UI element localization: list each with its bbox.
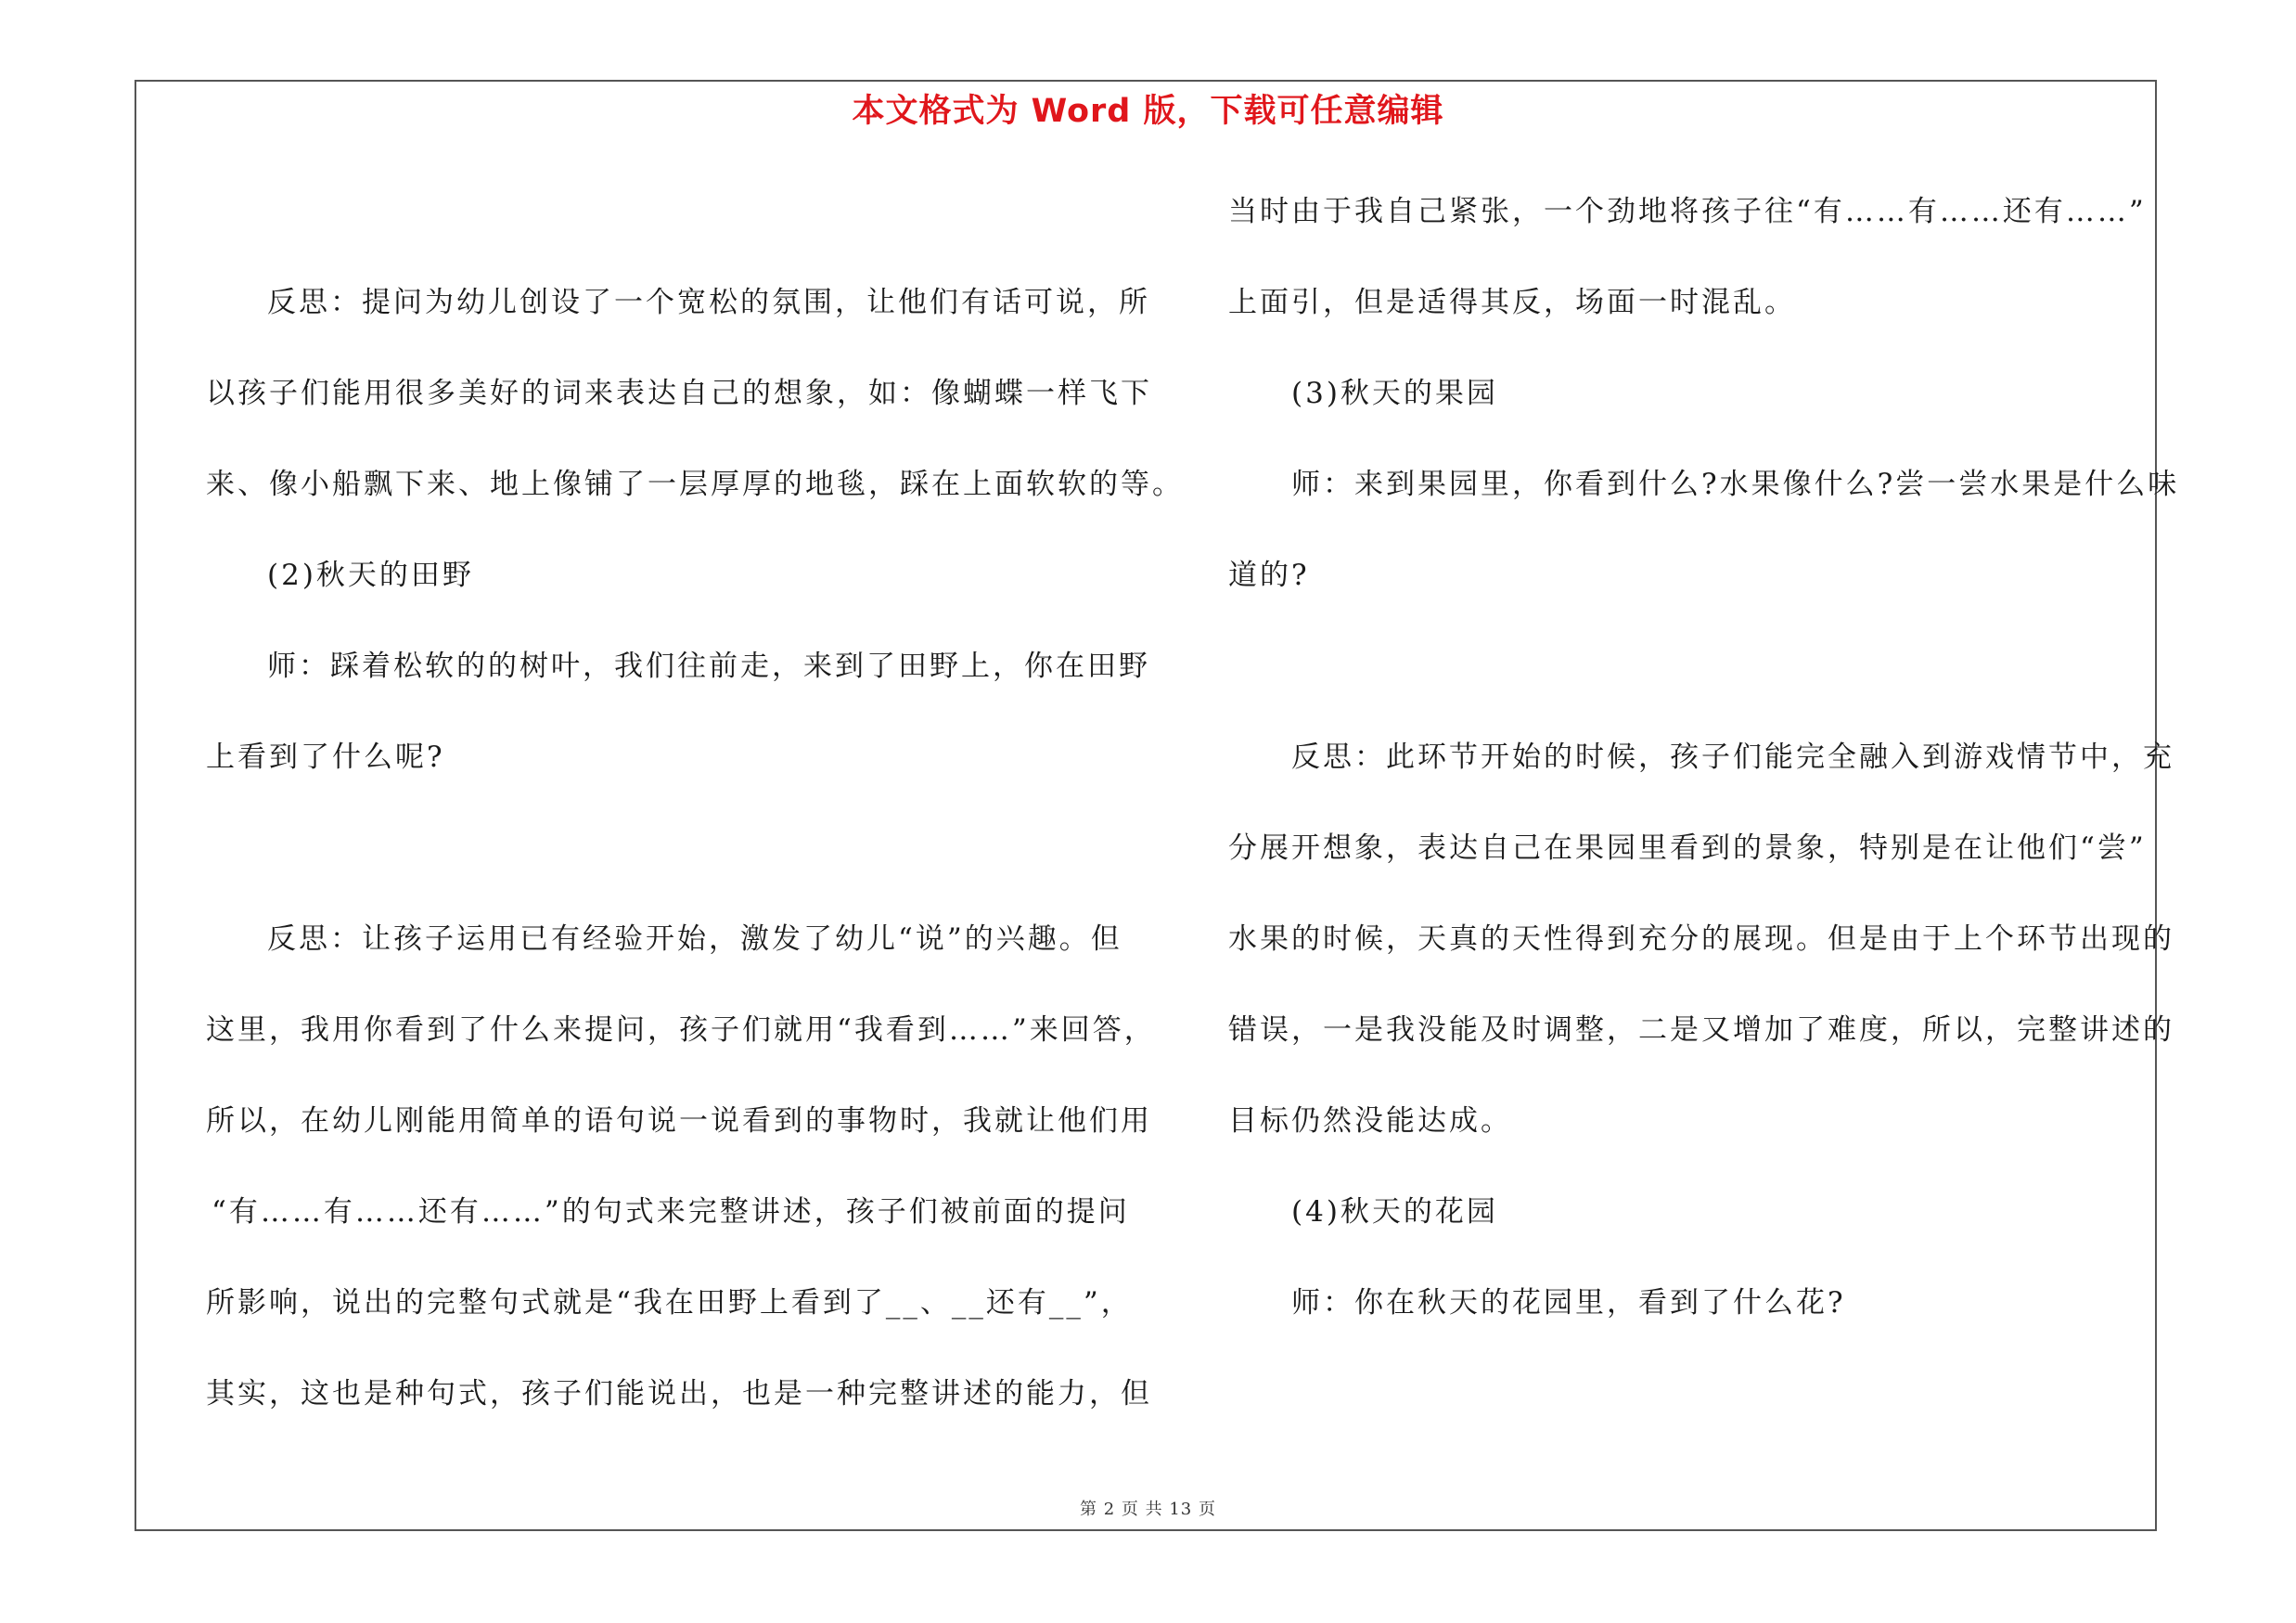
left-line-5: 师：踩着松软的的树叶，我们往前走，来到了田野上，你在田野 [267,650,1150,683]
left-line-9: 所以，在幼儿刚能用简单的语句说一说看到的事物时，我就让他们用 [206,1104,1152,1138]
right-line-7: 分展开想象，表达自己在果园里看到的景象，特别是在让他们“尝” [1228,831,2147,865]
left-line-12: 其实，这也是种句式，孩子们能说出，也是一种完整讲述的能力，但 [206,1377,1152,1410]
right-section-heading-4: (4)秋天的花园 [1291,1195,1498,1229]
right-section-heading-3: (3)秋天的果园 [1291,377,1498,410]
right-line-4: 师：来到果园里，你看到什么?水果像什么?尝一尝水果是什么味 [1291,468,2180,501]
right-line-6: 反思：此环节开始的时候，孩子们能完全融入到游戏情节中，充 [1291,741,2174,774]
left-line-10: “有……有……还有……”的句式来完整讲述，孩子们被前面的提问 [212,1195,1130,1229]
left-line-1: 反思：提问为幼儿创设了一个宽松的氛围，让他们有话可说，所 [267,286,1150,319]
left-line-11: 所影响，说出的完整句式就是“我在田野上看到了__、__还有__”， [206,1286,1133,1320]
left-section-heading-2: (2)秋天的田野 [267,559,474,592]
right-line-8: 水果的时候，天真的天性得到充分的展现。但是由于上个环节出现的 [1228,922,2174,956]
right-line-9: 错误，一是我没能及时调整，二是又增加了难度，所以，完整讲述的 [1228,1013,2174,1047]
left-line-6: 上看到了什么呢? [206,741,445,774]
left-line-2: 以孩子们能用很多美好的词来表达自己的想象，如：像蝴蝶一样飞下 [206,377,1152,410]
right-line-12: 师：你在秋天的花园里，看到了什么花? [1291,1286,1846,1320]
left-line-3: 来、像小船飘下来、地上像铺了一层厚厚的地毯，踩在上面软软的等。 [206,468,1184,501]
right-line-2: 上面引，但是适得其反，场面一时混乱。 [1228,286,1796,319]
word-format-banner: 本文格式为 Word 版，下载可任意编辑 [852,93,1444,130]
right-line-10: 目标仍然没能达成。 [1228,1104,1512,1138]
left-line-7: 反思：让孩子运用已有经验开始，激发了幼儿“说”的兴趣。但 [267,922,1122,956]
page-number-footer: 第 2 页 共 13 页 [1080,1500,1216,1519]
left-line-8: 这里，我用你看到了什么来提问，孩子们就用“我看到……”来回答， [206,1013,1156,1047]
right-line-1: 当时由于我自己紧张，一个劲地将孩子往“有……有……还有……” [1228,195,2147,228]
right-line-5: 道的? [1228,559,1310,592]
